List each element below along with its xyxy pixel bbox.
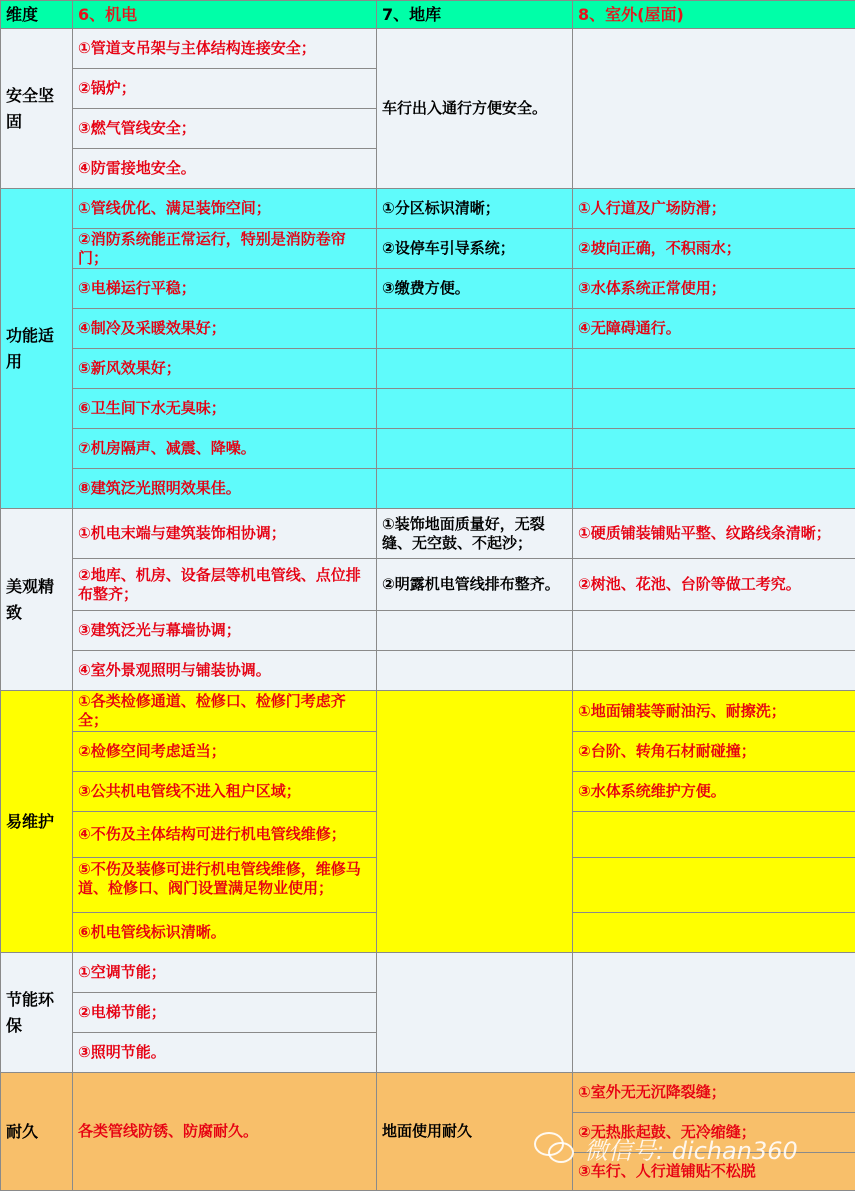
garage-cell [377, 429, 573, 469]
table-row [1, 309, 855, 349]
dimension-energy: 节能环保 [1, 953, 73, 1073]
dimension-maintenance: 易维护 [1, 691, 73, 953]
garage-cell [377, 953, 573, 1073]
mech-cell: ①管线优化、满足装饰空间； [73, 189, 377, 229]
outdoor-cell: ③车行、人行道铺贴不松脱 [573, 1153, 855, 1191]
mech-cell: ③建筑泛光与幕墙协调； [73, 611, 377, 651]
header-outdoor: 8、室外(屋面) [573, 1, 855, 29]
outdoor-cell [573, 651, 855, 691]
mech-cell: ⑦机房隔声、减震、降噪。 [73, 429, 377, 469]
table-row [1, 611, 855, 651]
header-row [1, 1, 855, 29]
mech-cell: ②检修空间考虑适当； [73, 732, 377, 772]
table-row [1, 429, 855, 469]
garage-cell: ①分区标识清晰； [377, 189, 573, 229]
garage-cell [377, 389, 573, 429]
mech-cell: ①机电末端与建筑装饰相协调； [73, 509, 377, 559]
table-row [1, 651, 855, 691]
mech-cell: ②锅炉； [73, 69, 377, 109]
mech-cell: 各类管线防锈、防腐耐久。 [73, 1073, 377, 1191]
mech-cell: ②地库、机房、设备层等机电管线、点位排布整齐； [73, 559, 377, 611]
garage-cell [377, 469, 573, 509]
garage-cell [377, 651, 573, 691]
table-row [1, 389, 855, 429]
table-row [1, 691, 855, 732]
dimension-durability: 耐久 [1, 1073, 73, 1191]
table-row [1, 269, 855, 309]
mech-cell: ①管道支吊架与主体结构连接安全； [73, 29, 377, 69]
outdoor-cell: ①地面铺装等耐油污、耐擦洗； [573, 691, 855, 732]
mech-cell-text: ⑤不伤及装修可进行机电管线维修，维修马道、检修口、阀门设置满足物业使用； [78, 860, 361, 897]
garage-cell: ③缴费方便。 [377, 269, 573, 309]
table-row [1, 953, 855, 993]
mech-cell [73, 229, 377, 269]
garage-cell [377, 349, 573, 389]
dimension-aesthetic: 美观精致 [1, 509, 73, 691]
table-row [1, 189, 855, 229]
garage-cell [377, 309, 573, 349]
mech-cell: ③照明节能。 [73, 1033, 377, 1073]
mech-cell-text: ②消防系统能正常运行，特别是消防卷帘门； [78, 229, 346, 267]
table-row [1, 229, 855, 269]
table-row [1, 1073, 855, 1113]
mech-cell: ⑤新风效果好； [73, 349, 377, 389]
outdoor-cell [573, 389, 855, 429]
header-dimension: 维度 [1, 1, 73, 29]
outdoor-cell: ②坡向正确，不积雨水； [573, 229, 855, 269]
mech-cell: ③公共机电管线不进入租户区域； [73, 772, 377, 812]
outdoor-cell: ②无热胀起鼓、无冷缩缝； [573, 1113, 855, 1153]
outdoor-cell [573, 858, 855, 913]
mech-cell: ④防雷接地安全。 [73, 149, 377, 189]
garage-cell: ②明露机电管线排布整齐。 [377, 559, 573, 611]
mech-cell: ④制冷及采暖效果好； [73, 309, 377, 349]
table-row [1, 349, 855, 389]
outdoor-cell: ①硬质铺装铺贴平整、纹路线条清晰； [573, 509, 855, 559]
mech-cell [73, 691, 377, 732]
garage-cell: ①装饰地面质量好，无裂缝、无空鼓、不起沙； [377, 509, 573, 559]
table-row [1, 559, 855, 611]
garage-cell: ②设停车引导系统； [377, 229, 573, 269]
outdoor-cell: ③水体系统维护方便。 [573, 772, 855, 812]
table-row [1, 469, 855, 509]
garage-cell [377, 691, 573, 953]
mech-cell: ④不伤及主体结构可进行机电管线维修； [73, 812, 377, 858]
mech-cell: ②电梯节能； [73, 993, 377, 1033]
mech-cell: ④室外景观照明与铺装协调。 [73, 651, 377, 691]
mech-cell: ③燃气管线安全； [73, 109, 377, 149]
outdoor-cell [573, 29, 855, 189]
outdoor-cell: ①人行道及广场防滑； [573, 189, 855, 229]
garage-cell: 车行出入通行方便安全。 [377, 29, 573, 189]
mech-cell: ⑧建筑泛光照明效果佳。 [73, 469, 377, 509]
outdoor-cell: ①室外无无沉降裂缝； [573, 1073, 855, 1113]
outdoor-cell [573, 913, 855, 953]
mech-cell: ⑥机电管线标识清晰。 [73, 913, 377, 953]
outdoor-cell: ②台阶、转角石材耐碰撞； [573, 732, 855, 772]
mech-cell: ⑥卫生间下水无臭味； [73, 389, 377, 429]
outdoor-cell [573, 812, 855, 858]
outdoor-cell [573, 611, 855, 651]
outdoor-cell [573, 953, 855, 1073]
outdoor-cell [573, 469, 855, 509]
table-row [1, 509, 855, 559]
watermark-text: 微信号: dichan360 [584, 1136, 798, 1165]
dimension-safety: 安全坚固 [1, 29, 73, 189]
garage-cell [377, 611, 573, 651]
outdoor-cell [573, 429, 855, 469]
header-mech: 6、机电 [73, 1, 377, 29]
table-row [1, 29, 855, 69]
garage-cell: 地面使用耐久 [377, 1073, 573, 1191]
mech-cell: ③电梯运行平稳； [73, 269, 377, 309]
mech-cell-text: ①各类检修通道、检修口、检修门考虑齐全； [78, 692, 346, 729]
dimension-function: 功能适用 [1, 189, 73, 509]
outdoor-cell [573, 349, 855, 389]
outdoor-cell: ③水体系统正常使用； [573, 269, 855, 309]
header-garage: 7、地库 [377, 1, 573, 29]
mech-cell [73, 858, 377, 913]
outdoor-cell: ②树池、花池、台阶等做工考究。 [573, 559, 855, 611]
mech-cell: ①空调节能； [73, 953, 377, 993]
outdoor-cell: ④无障碍通行。 [573, 309, 855, 349]
